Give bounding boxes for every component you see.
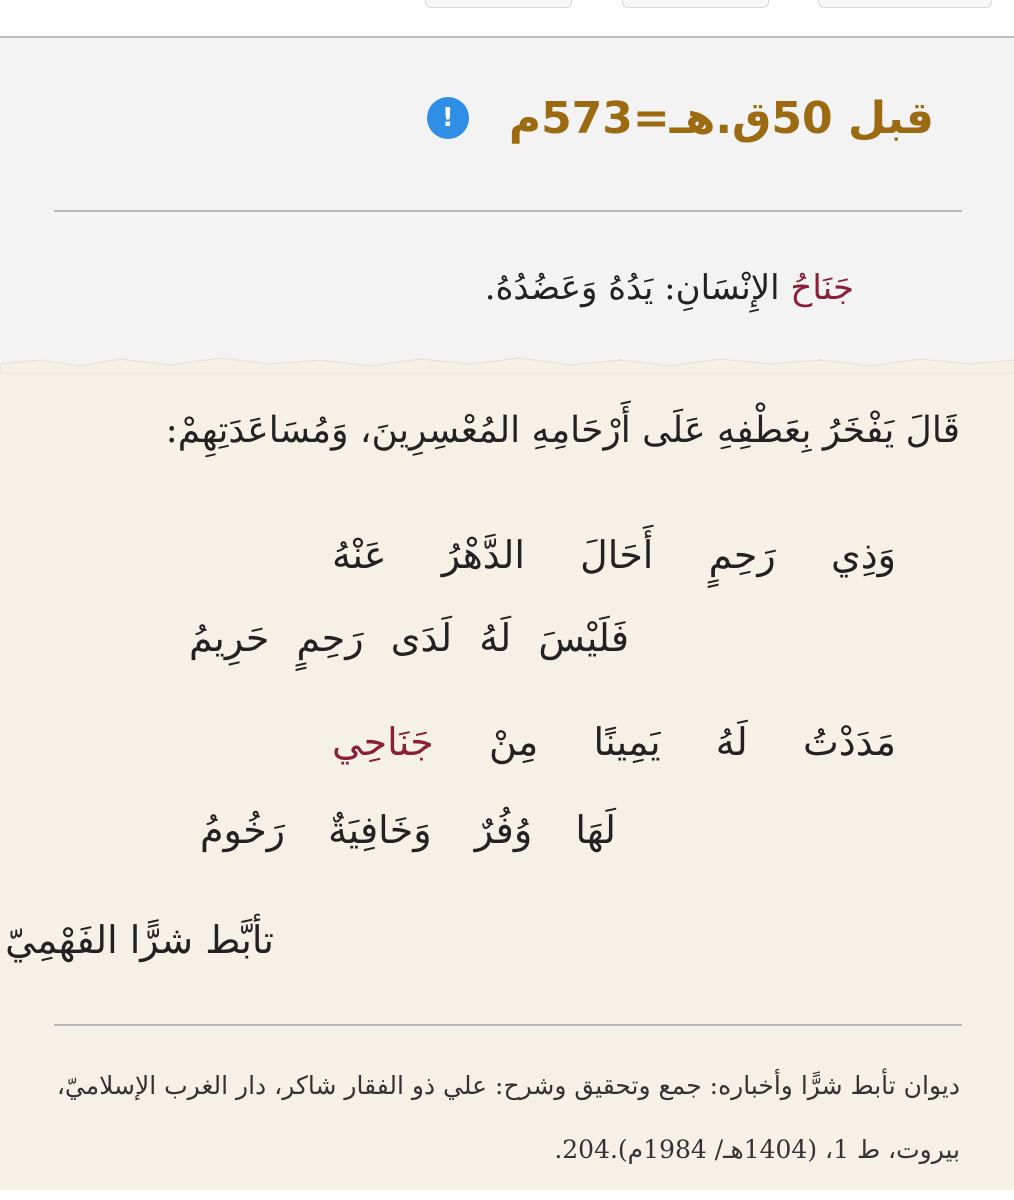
source-citation: ديوان تأبط شرًّا وأخباره: جمع وتحقيق وشرح: علي ذو الفقار شاكر، دار الغرب الإسلاميّ، بيروت، ط 1، (1404هـ/ 1984م).204. [56, 1071, 960, 1164]
era-row [427, 88, 934, 148]
verse-word: أَحَالَ [580, 533, 654, 577]
verse-word: رَخُومُ [200, 808, 286, 852]
verse-word: الدَّهْرُ [441, 533, 525, 577]
divider [54, 1024, 962, 1026]
verse-word: وَخَافِيَةٌ [328, 808, 432, 852]
verse-word: لَهُ [479, 616, 512, 660]
verse-word: يَمِينًا [593, 720, 661, 764]
verse-word: فَلَيْسَ [538, 616, 629, 660]
divider [54, 210, 962, 212]
defined-term: جَنَاحُ [790, 268, 854, 308]
verse-word: حَرِيمُ [189, 616, 270, 660]
verse-word: لَهَا [575, 808, 616, 852]
word-definition [485, 268, 854, 308]
verse-word: مَدَدْتُ [803, 720, 896, 764]
definition-text: الإِنْسَانِ: يَدُهُ وَعَضُدُهُ. [484, 268, 791, 308]
poet-name: تأبَّط شرًّا الفَهْمِيّ [5, 918, 274, 962]
torn-paper-edge [0, 350, 1014, 374]
verse-word: وُفُرٌ [474, 808, 533, 852]
verse-word: عَنْهُ [332, 533, 387, 577]
verse-line [189, 608, 629, 668]
poem-intro: قَالَ يَفْخَرُ بِعَطْفِهِ عَلَى أَرْحَامِهِ المُعْسِرِينَ، وَمُسَاعَدَتِهِمْ: [165, 410, 960, 451]
tab-stub[interactable] [622, 0, 769, 8]
verse-word: رَحِمٍ [708, 533, 776, 577]
verse-line [332, 712, 896, 772]
bottom-edge [0, 1190, 1014, 1200]
tab-stub[interactable] [425, 0, 572, 8]
verse-word: وَذِي [830, 533, 896, 577]
verse-word: رَحِمٍ [296, 616, 364, 660]
verse-word: لَدَى [390, 616, 453, 660]
verse-line [332, 525, 896, 585]
tab-stub[interactable] [818, 0, 992, 8]
era-date: قبل 50ق.هـ=573م [508, 92, 934, 144]
verse-word: مِنْ [488, 720, 539, 764]
top-toolbar-strip [0, 0, 1014, 38]
verse-word: لَهُ [715, 720, 748, 764]
info-icon[interactable]: ! [427, 97, 469, 139]
verse-line [200, 800, 616, 860]
highlighted-verse-word: جَنَاحِي [332, 720, 434, 764]
